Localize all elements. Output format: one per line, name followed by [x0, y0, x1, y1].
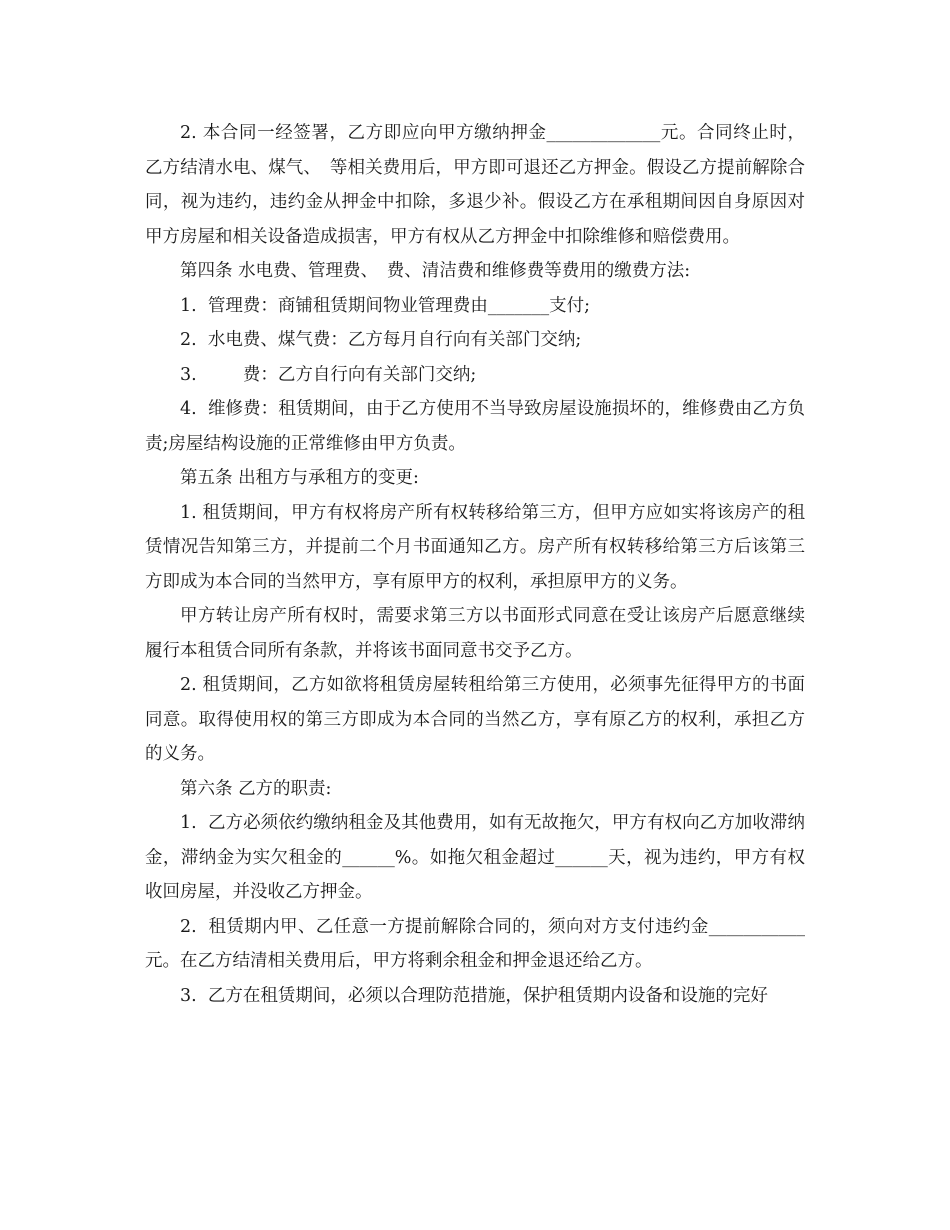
- clause-early-termination: 2. 租赁期内甲、乙任意一方提前解除合同的，须向对方支付违约金___________元。在乙方结清相关费用后，甲方将剩余租金和押金退还给乙方。: [145, 916, 805, 971]
- clause-deposit: 2. 本合同一经签署，乙方即应向甲方缴纳押金_____________元。合同终止时，乙方结清水电、煤气、 等相关费用后，甲方即可退还乙方押金。假设乙方提前解除合同，视为违约，违约金从押金中扣除，多退少补。假设乙方在承租期间因自身原因对甲方房屋和相关设备造成损害，甲方有权从乙方押金中扣除维修和赔偿费用。: [145, 123, 805, 247]
- article-four-heading: 第四条 水电费、管理费、 费、清洁费和维修费等费用的缴费方法:: [180, 261, 691, 281]
- clause-ownership-transfer: 1. 租赁期间，甲方有权将房产所有权转移给第三方，但甲方应如实将该房产的租赁情况告知第三方，并提前二个月书面通知乙方。房产所有权转移给第三方后该第三方即成为本合同的当然甲方，享有原甲方的权利，承担原甲方的义务。: [145, 502, 805, 592]
- fee-other: 3. 费：乙方自行向有关部门交纳;: [180, 364, 477, 385]
- article-six-heading: 第六条 乙方的职责:: [180, 778, 332, 799]
- fee-management: 1. 管理费：商铺租赁期间物业管理费由_______支付;: [180, 295, 590, 316]
- fee-maintenance: 4. 维修费：租赁期间，由于乙方使用不当导致房屋设施损坏的，维修费由乙方负责;房屋结构设施的正常维修由甲方负责。: [145, 399, 805, 454]
- clause-protection: 3. 乙方在租赁期间，必须以合理防范措施，保护租赁期内设备和设施的完好: [180, 985, 768, 1006]
- contract-body: [145, 116, 805, 1013]
- clause-sublease: 2. 租赁期间，乙方如欲将租赁房屋转租给第三方使用，必须事先征得甲方的书面同意。取得使用权的第三方即成为本合同的当然乙方，享有原乙方的权利，承担乙方的义务。: [145, 675, 805, 764]
- fee-utilities: 2. 水电费、煤气费：乙方每月自行向有关部门交纳;: [180, 330, 582, 350]
- article-five-heading: 第五条 出租方与承租方的变更:: [180, 468, 419, 488]
- clause-late-fee: 1. 乙方必须依约缴纳租金及其他费用，如有无故拖欠，甲方有权向乙方加收滞纳金，滞纳金为实欠租金的______%。如拖欠租金超过______天，视为违约，甲方有权收回房屋，并没收乙方押金。: [145, 813, 805, 902]
- clause-transfer-consent: 甲方转让房产所有权时，需要求第三方以书面形式同意在受让该房产后愿意继续履行本租赁合同所有条款，并将该书面同意书交予乙方。: [145, 606, 805, 661]
